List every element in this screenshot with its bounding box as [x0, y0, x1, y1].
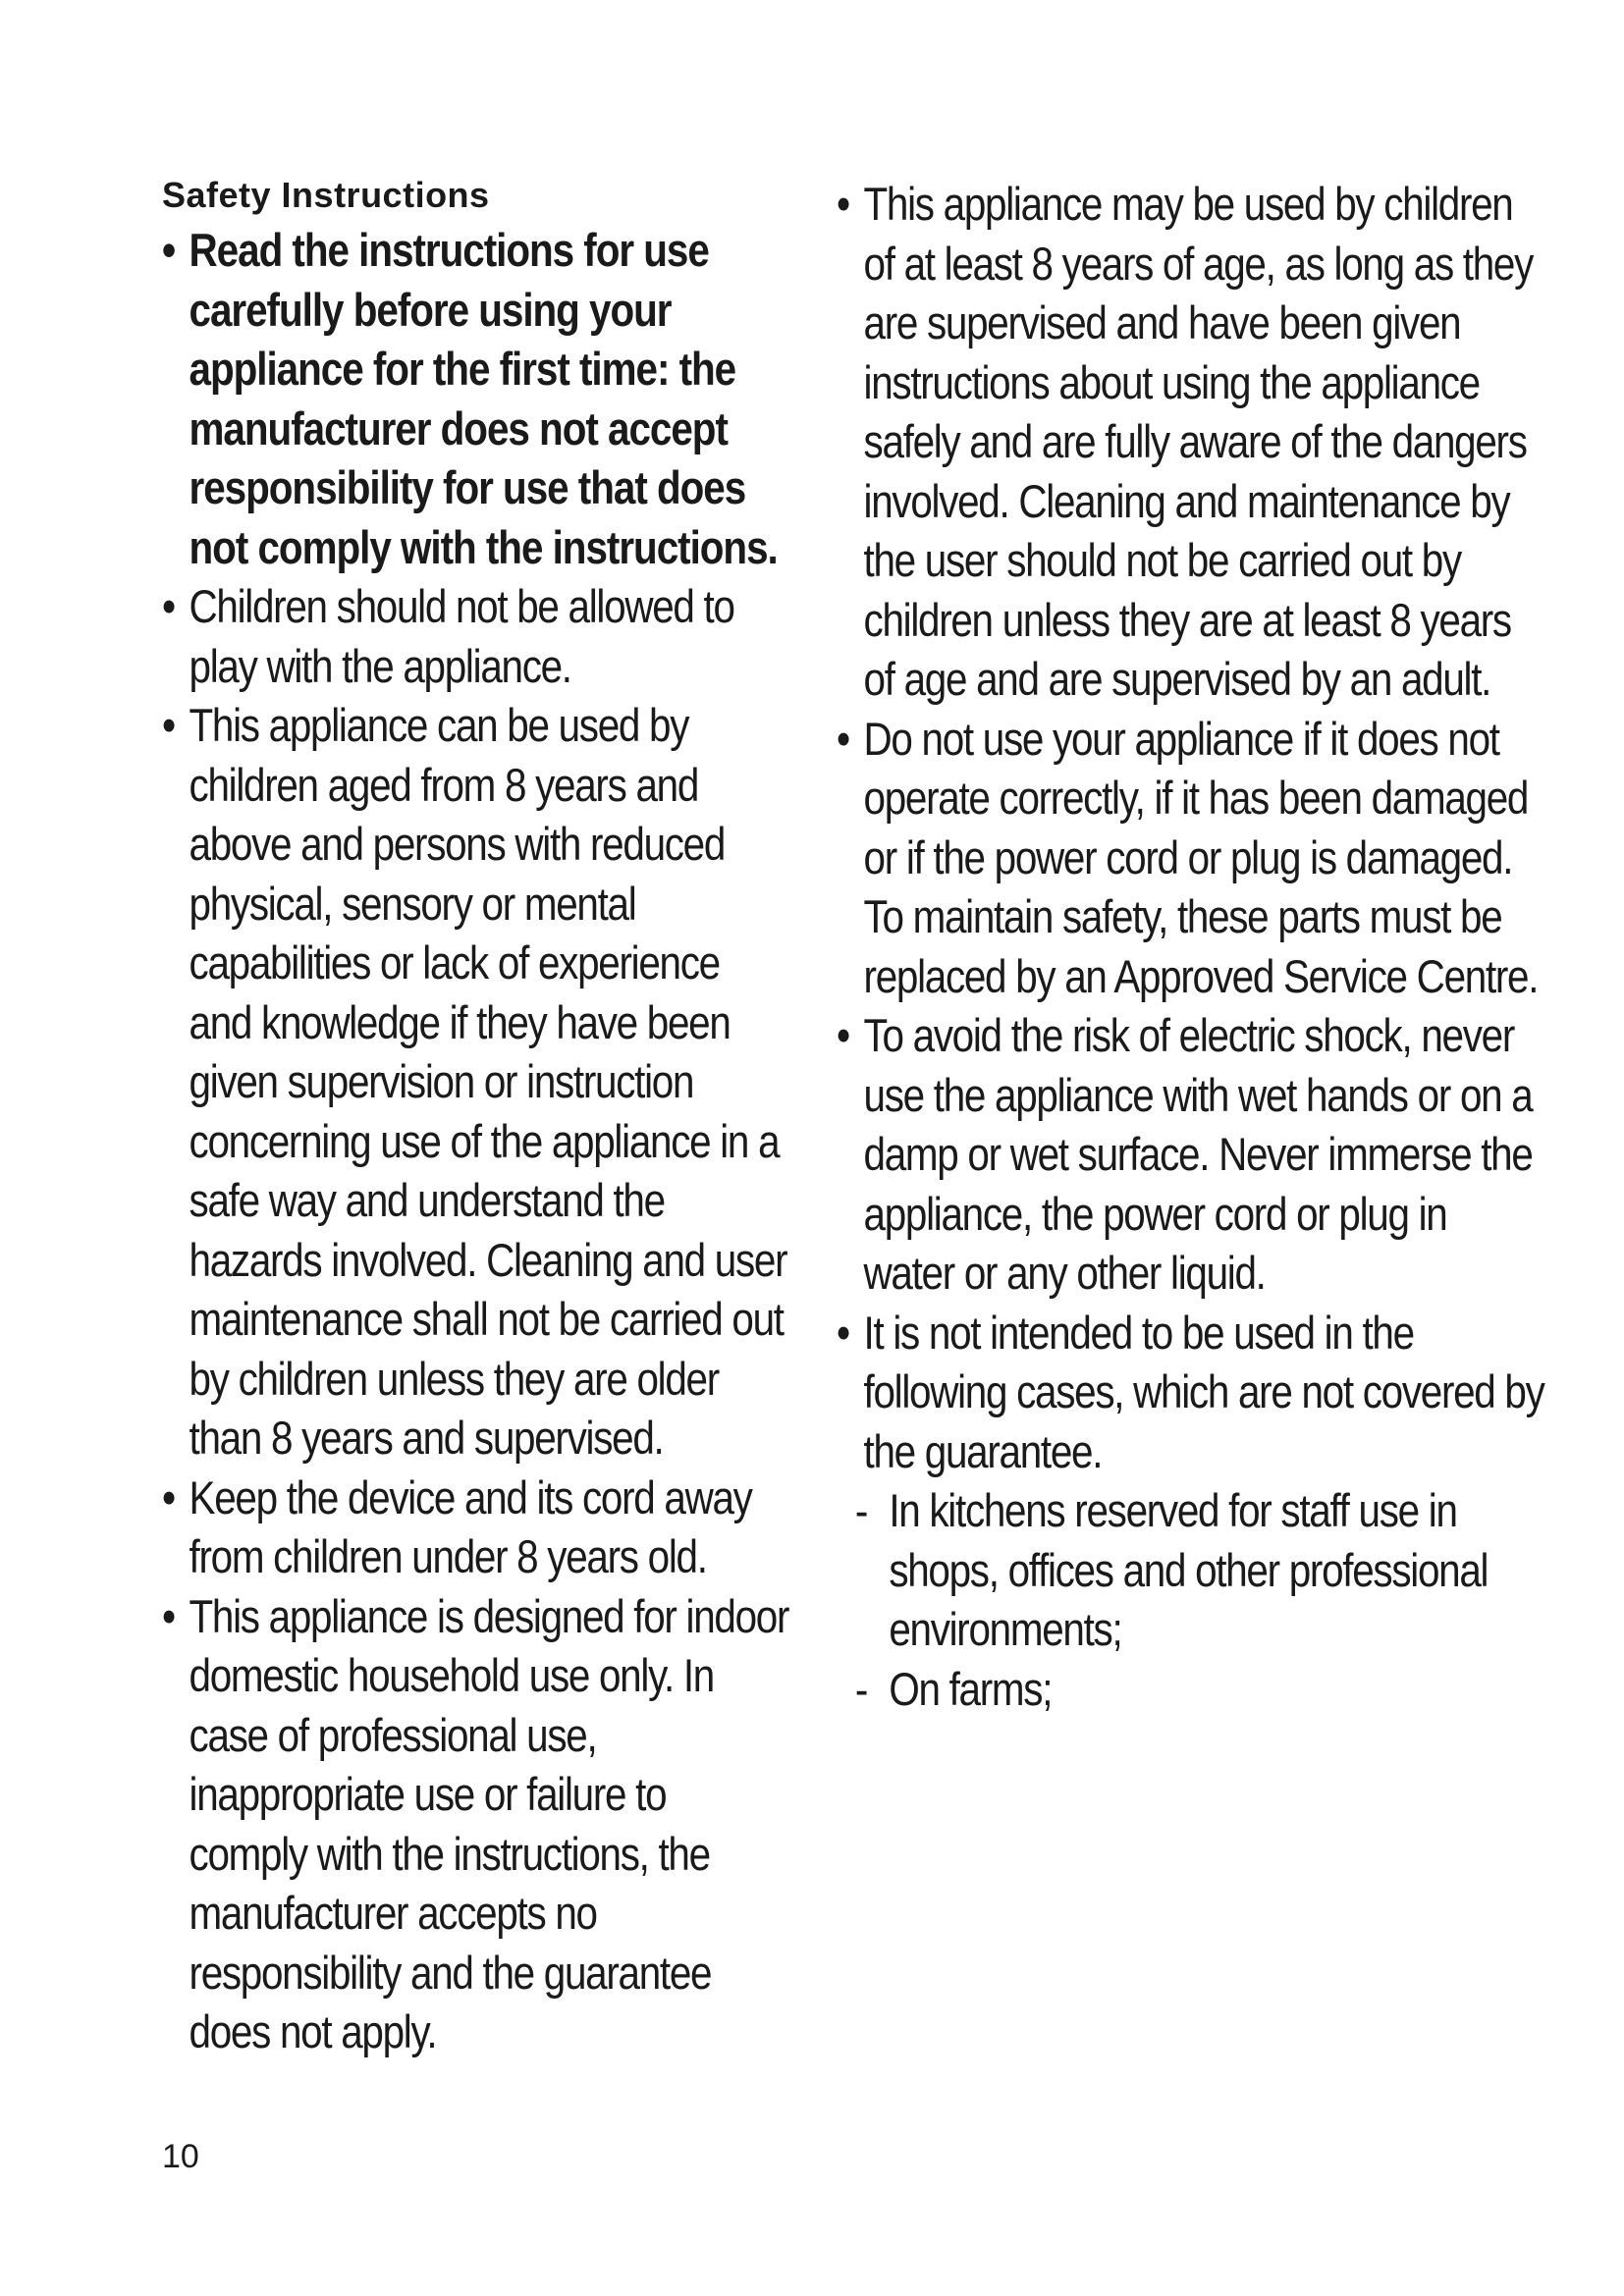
bullet-supervised-children: • This appliance may be used by children of at least 8 years of age, as long as they are supervised and have been given instructions about using the appliance safely and are fully aware of the dangers involved. Cleaning and maintenance by the user should not be carried out by children unless they are at least 8 years of age and are supervised by an adult. [837, 175, 1545, 710]
right-column [837, 175, 1545, 1719]
sub-item-farms: - On farms; [837, 1660, 1545, 1720]
page-number: 10 [162, 2138, 199, 2175]
bullet-children-play: • Children should not be allowed to play with the appliance. [162, 577, 791, 696]
sub-item-kitchens: - In kitchens reserved for staff use in shops, offices and other professional environments; [837, 1481, 1545, 1660]
left-column [162, 221, 791, 2062]
bullet-children-8-years: • This appliance can be used by children aged from 8 years and above and persons with reduced physical, sensory or mental capabilities or lack of experience and knowledge if they have been given supervision or instruction concerning use of the appliance in a safe way and understand the hazards involved. Cleaning and user maintenance shall not be carried out by children unless they are older than 8 years and supervised. [162, 696, 791, 1468]
bullet-do-not-use-damaged: • Do not use your appliance if it does not operate correctly, if it has been damaged or if the power cord or plug is damaged. To maintain safety, these parts must be replaced by an Approved Service Centre. [837, 710, 1545, 1007]
bullet-electric-shock: • To avoid the risk of electric shock, never use the appliance with wet hands or on a damp or wet surface. Never immerse the appliance, the power cord or plug in water or any other liquid. [837, 1006, 1545, 1304]
bullet-not-intended: • It is not intended to be used in the following cases, which are not covered by the guarantee. [837, 1304, 1545, 1482]
bullet-domestic-use: • This appliance is designed for indoor domestic household use only. In case of professional use, inappropriate use or failure to comply with the instructions, the manufacturer accepts no responsibility and the guarantee does not apply. [162, 1587, 791, 2062]
section-title: Safety Instructions [162, 175, 490, 215]
bullet-keep-away: • Keep the device and its cord away from children under 8 years old. [162, 1468, 791, 1587]
bullet-read-instructions: • Read the instructions for use carefully before using your appliance for the first time: the manufacturer does not accept responsibility for use that does not comply with the instructions. [162, 221, 791, 577]
